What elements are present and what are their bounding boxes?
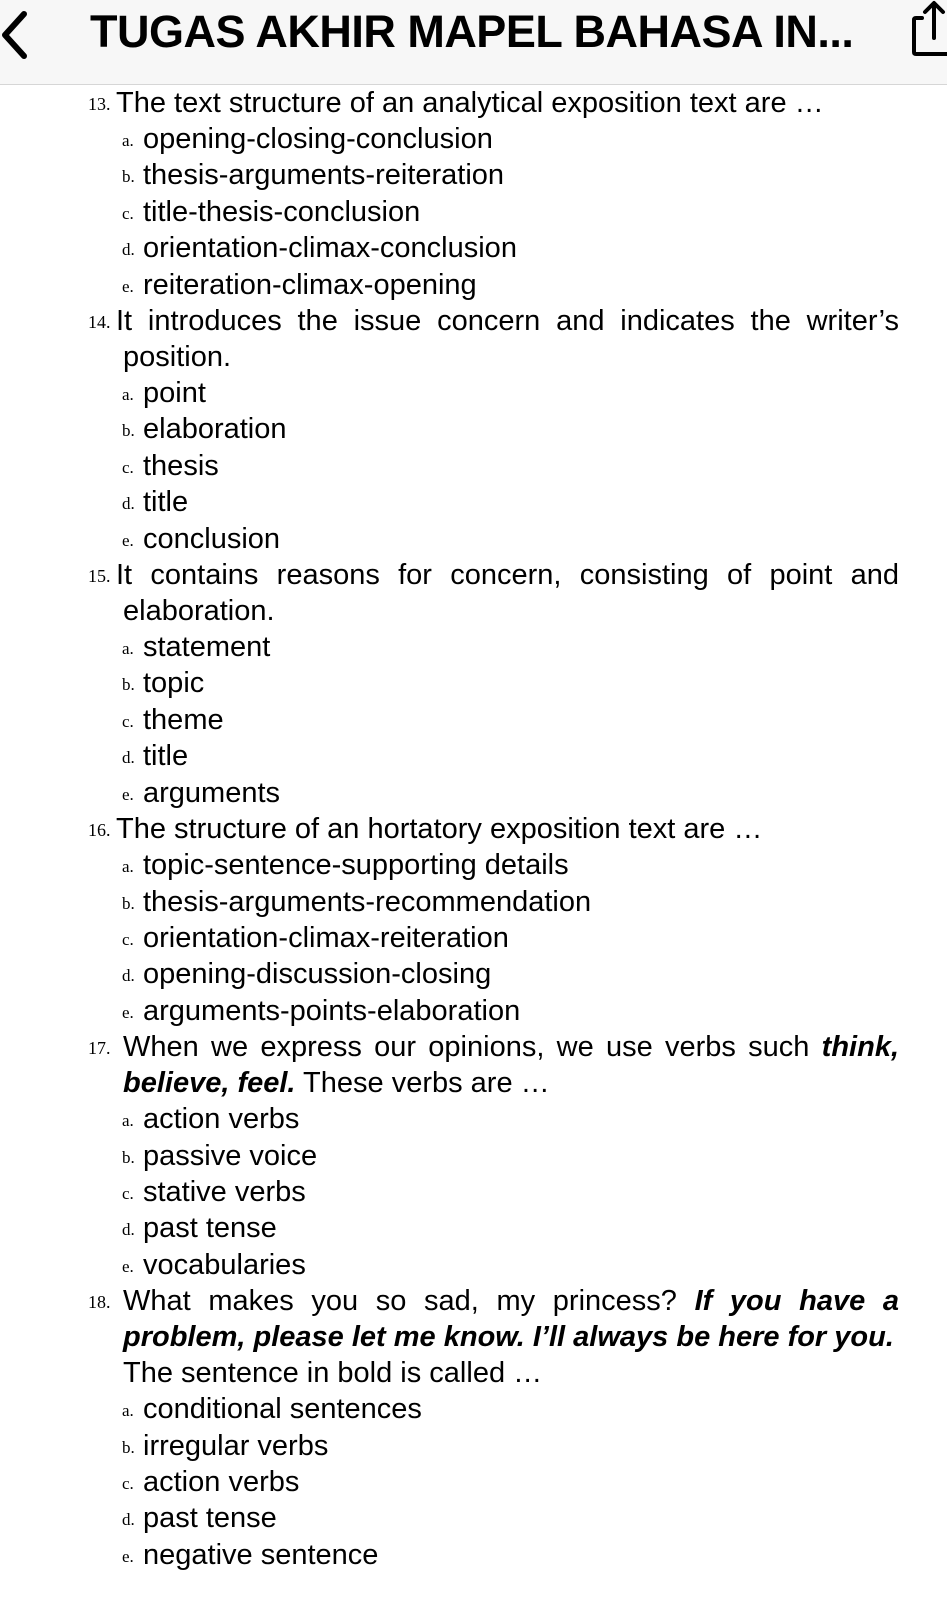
option-d[interactable] — [0, 956, 947, 992]
option-d[interactable] — [0, 1210, 947, 1246]
option-a[interactable] — [0, 847, 947, 883]
answer-options — [0, 629, 947, 811]
option-letter: b. — [122, 421, 135, 441]
option-text: thesis-arguments-reiteration — [143, 159, 505, 192]
option-text: conditional sentences — [143, 1393, 422, 1426]
option-text: topic-sentence-supporting details — [143, 849, 569, 882]
option-text: reiteration-climax-opening — [143, 268, 477, 301]
question-number: 14. — [88, 312, 111, 333]
option-text: negative sentence — [143, 1538, 379, 1571]
option-text: title — [143, 486, 189, 519]
option-d[interactable] — [0, 1500, 947, 1536]
option-e[interactable] — [0, 1247, 947, 1283]
option-c[interactable] — [0, 1464, 947, 1500]
option-d[interactable] — [0, 230, 947, 266]
question-text: When we express our opinions, we use verbs such — [123, 1031, 810, 1064]
answer-options — [0, 847, 947, 1029]
question-prompt: The sentence in bold is called … — [123, 1357, 543, 1390]
question-18 — [0, 1283, 947, 1573]
option-b[interactable] — [0, 157, 947, 193]
option-text: opening-discussion-closing — [143, 958, 492, 991]
option-text: thesis — [143, 449, 219, 482]
option-text: stative verbs — [143, 1175, 306, 1208]
option-letter: e. — [122, 276, 134, 296]
option-text: vocabularies — [143, 1248, 306, 1281]
question-text-end: These verbs are … — [303, 1067, 550, 1100]
question-stem — [0, 1029, 947, 1101]
option-a[interactable] — [0, 1101, 947, 1137]
option-text: opening-closing-conclusion — [143, 123, 493, 155]
option-b[interactable] — [0, 665, 947, 701]
option-letter: a. — [122, 857, 134, 877]
option-text: action verbs — [143, 1103, 300, 1136]
option-letter: a. — [122, 385, 134, 405]
option-d[interactable] — [0, 738, 947, 774]
option-letter: a. — [122, 131, 134, 150]
option-text: past tense — [143, 1212, 277, 1245]
question-text: It introduces the issue concern and indicates the writer’s position. — [116, 305, 899, 374]
document-content — [0, 84, 947, 1622]
option-b[interactable] — [0, 411, 947, 447]
question-text: The structure of an hortatory exposition text are … — [116, 813, 763, 846]
question-stem — [0, 811, 947, 847]
option-c[interactable] — [0, 920, 947, 956]
option-letter: c. — [122, 457, 134, 477]
question-15 — [0, 557, 947, 811]
option-letter: c. — [122, 203, 134, 223]
option-text: topic — [143, 667, 205, 700]
option-text: arguments — [143, 776, 281, 809]
option-text: arguments-points-elaboration — [143, 994, 521, 1027]
question-stem — [0, 1283, 947, 1355]
option-letter: e. — [122, 1002, 134, 1022]
option-e[interactable] — [0, 1537, 947, 1573]
document-title: TUGAS AKHIR MAPEL BAHASA IN... — [90, 6, 854, 57]
option-letter: d. — [122, 494, 135, 514]
question-number: 17. — [88, 1038, 111, 1059]
option-text: conclusion — [143, 522, 281, 555]
option-letter: a. — [122, 1111, 134, 1131]
option-letter: e. — [122, 1546, 134, 1566]
question-text-bold: think, believe, feel. — [123, 1031, 900, 1100]
question-text: It contains reasons for concern, consisting of point and elaboration. — [116, 559, 899, 628]
option-e[interactable] — [0, 521, 947, 557]
option-letter: c. — [122, 1183, 134, 1203]
question-14 — [0, 303, 947, 557]
question-stem — [0, 85, 947, 121]
option-text: title-thesis-conclusion — [143, 195, 421, 228]
option-letter: e. — [122, 784, 134, 804]
answer-options — [0, 1391, 947, 1573]
option-a[interactable] — [0, 1391, 947, 1427]
option-a[interactable] — [0, 629, 947, 665]
option-letter: e. — [122, 530, 134, 550]
option-letter: d. — [122, 1510, 135, 1530]
option-a[interactable] — [0, 375, 947, 411]
option-b[interactable] — [0, 884, 947, 920]
share-icon — [910, 0, 947, 60]
option-d[interactable] — [0, 484, 947, 520]
question-stem — [0, 303, 947, 375]
option-a[interactable] — [0, 121, 947, 157]
option-text: thesis-arguments-recommendation — [143, 885, 592, 918]
option-text: point — [143, 377, 206, 410]
option-c[interactable] — [0, 448, 947, 484]
option-text: elaboration — [143, 413, 287, 446]
option-letter: d. — [122, 748, 135, 768]
option-letter: c. — [122, 929, 134, 949]
option-letter: b. — [122, 1437, 135, 1457]
option-text: theme — [143, 703, 224, 736]
option-e[interactable] — [0, 993, 947, 1029]
option-c[interactable] — [0, 1174, 947, 1210]
option-text: title — [143, 740, 189, 773]
option-letter: a. — [122, 639, 134, 659]
option-c[interactable] — [0, 702, 947, 738]
answer-options — [0, 1101, 947, 1283]
chevron-left-icon — [0, 10, 30, 60]
option-letter: b. — [122, 675, 135, 695]
question-text: What makes you so sad, my princess? — [123, 1285, 677, 1318]
question-16 — [0, 811, 947, 1029]
option-letter: a. — [122, 1401, 134, 1421]
option-letter: d. — [122, 240, 135, 260]
question-17 — [0, 1029, 947, 1283]
question-text-bold: If you have a problem, please let me know. I’ll always be here for you. — [123, 1285, 900, 1354]
option-letter: b. — [122, 893, 135, 913]
option-letter: d. — [122, 966, 135, 986]
option-letter: e. — [122, 1256, 134, 1276]
question-number: 13. — [88, 94, 111, 114]
share-button[interactable] — [910, 0, 947, 60]
option-letter: d. — [122, 1220, 135, 1240]
option-text: irregular verbs — [143, 1429, 329, 1462]
option-letter: c. — [122, 711, 134, 731]
option-e[interactable] — [0, 775, 947, 811]
question-stem — [0, 557, 947, 629]
option-letter: b. — [122, 167, 135, 187]
question-13 — [0, 85, 947, 303]
back-button[interactable] — [0, 8, 40, 62]
answer-options — [0, 375, 947, 557]
answer-options — [0, 121, 947, 303]
navigation-bar — [0, 0, 947, 85]
option-e[interactable] — [0, 267, 947, 303]
question-text: The text structure of an analytical exposition text are … — [116, 87, 824, 119]
question-number: 18. — [88, 1292, 111, 1313]
option-text: action verbs — [143, 1465, 300, 1498]
option-c[interactable] — [0, 194, 947, 230]
option-text: statement — [143, 631, 271, 664]
option-b[interactable] — [0, 1138, 947, 1174]
question-number: 15. — [88, 566, 111, 587]
option-text: past tense — [143, 1502, 277, 1535]
option-b[interactable] — [0, 1428, 947, 1464]
question-number: 16. — [88, 820, 111, 841]
option-text: orientation-climax-reiteration — [143, 921, 509, 954]
option-text: passive voice — [143, 1139, 318, 1172]
option-text: orientation-climax-conclusion — [143, 232, 517, 265]
option-letter: b. — [122, 1147, 135, 1167]
option-letter: c. — [122, 1473, 134, 1493]
